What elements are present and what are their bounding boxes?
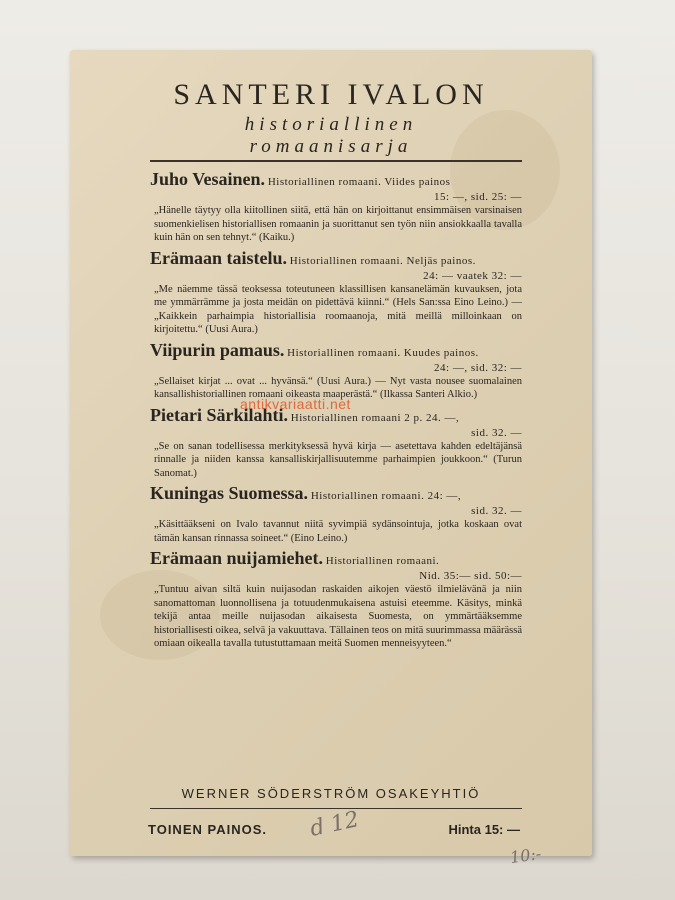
book-price: sid. 32. — (471, 505, 522, 517)
book-description: Historiallinen romaani. (325, 555, 440, 567)
edition-label: TOINEN PAINOS. (148, 822, 267, 837)
book-entry (150, 339, 522, 402)
book-entry (150, 483, 522, 545)
book-price: 24: — vaatek 32: — (423, 269, 522, 282)
pencil-annotation: 10:- (508, 843, 543, 868)
pencil-annotation: d 12 (307, 807, 362, 842)
footer-rule (150, 808, 522, 809)
series-subtitle-2: romaanisarja (249, 136, 413, 157)
book-review-quote: „Me näemme tässä teoksessa toteutuneen klassillisen kansanelämän kuvauksen, jota me ymmärrämme ja josta meidän on pidettävä kiinni.“ (Hels San:ssa Eino Leino.) — „Kaikkein parhaimpia historiallisia roomaanoja, mitä meillä milloinkaan on kirjoitettu.“ (Uusi Aura.) (154, 283, 522, 335)
book-title: Kuningas Suomessa. (150, 483, 309, 503)
book-review-quote: „Käsittääkseni on Ivalo tavannut niitä syvimpiä sydänsointuja, jotka koskaan ovat tämän kansan rinnassa soineet.“ (Eino Leino.) (154, 519, 522, 544)
book-title: Pietari Särkilahti. (150, 404, 288, 425)
price-label: Hinta 15: — (448, 822, 520, 837)
series-subtitle-1: historiallinen (244, 114, 418, 135)
watermark: antikvariaatti.net (240, 396, 351, 412)
book-title: Juho Vesainen. (150, 169, 266, 189)
book-entry (150, 247, 522, 337)
book-entry (150, 548, 522, 651)
book-back-cover (70, 50, 592, 868)
book-description: Historiallinen romaani. Neljäs painos. (289, 254, 476, 267)
book-review-quote: „Sellaiset kirjat ... ovat ... hyvänsä.“ (Uusi Aura.) — Nyt vasta nousee suomalainen kansallishistoriallinen romaani oikeasta maaperästä.“ (Ilkassa Santeri Alkio.) (154, 375, 522, 400)
book-review-quote: „Se on sanan todellisessa merkityksessä hyvä kirja — asetettava kahden edeltäjänsä rinnalle ja niiden kanssa kansalliskirjallisuutemme parhaimpien joukkoon.“ (Turun Sanomat.) (154, 440, 522, 479)
book-description: Historiallinen romaani 2 p. 24. —, (290, 411, 460, 424)
book-description: Historiallinen romaani. Viides painos (267, 176, 451, 188)
book-price: sid. 32. — (471, 426, 522, 439)
series-author: SANTERI IVALON (173, 78, 489, 111)
book-title: Viipurin pamaus. (150, 339, 285, 360)
book-description: Historiallinen romaani. 24: —, (310, 490, 462, 502)
book-title: Erämaan taistelu. (150, 247, 287, 268)
book-review-quote: „Tuntuu aivan siltä kuin nuijasodan raskaiden aikojen väestö ilmielävänä ja niin sanomattoman luonnollisena ja totuudenmukaisena astuisi eteemme. Käsitys, minkä tekijä antaa meille nuijasodan aikaisesta Suomesta, on ymmärtääksemme historiallisesti oikea, selvä ja vakuuttava. Tällainen teos on mitä suurimmassa määrässä omiaan oikealla tavalla tutustuttamaan meitä Suomen menneisyyteen.“ (154, 584, 522, 649)
book-title: Erämaan nuijamiehet. (150, 548, 323, 568)
book-price: 24: —, sid. 32: — (434, 361, 522, 374)
book-price: 15: —, sid. 25: — (434, 191, 522, 203)
book-review-quote: „Hänelle täytyy olla kiitollinen siitä, että hän on kirjoittanut ensimmäisen varsinaisen suomenkielisen historiallisen romaanin ja suorittanut sen työn niin ansiokkaalla tavalla kuin hän on sen tehnyt.“ (Kaiku.) (154, 205, 522, 243)
publisher-name: WERNER SÖDERSTRÖM OSAKEYHTIÖ (181, 786, 481, 801)
book-description: Historiallinen romaani. Kuudes painos. (287, 346, 479, 359)
book-entry (150, 169, 522, 245)
header-rule (150, 160, 522, 162)
book-price: Nid. 35:— sid. 50:— (419, 570, 522, 582)
